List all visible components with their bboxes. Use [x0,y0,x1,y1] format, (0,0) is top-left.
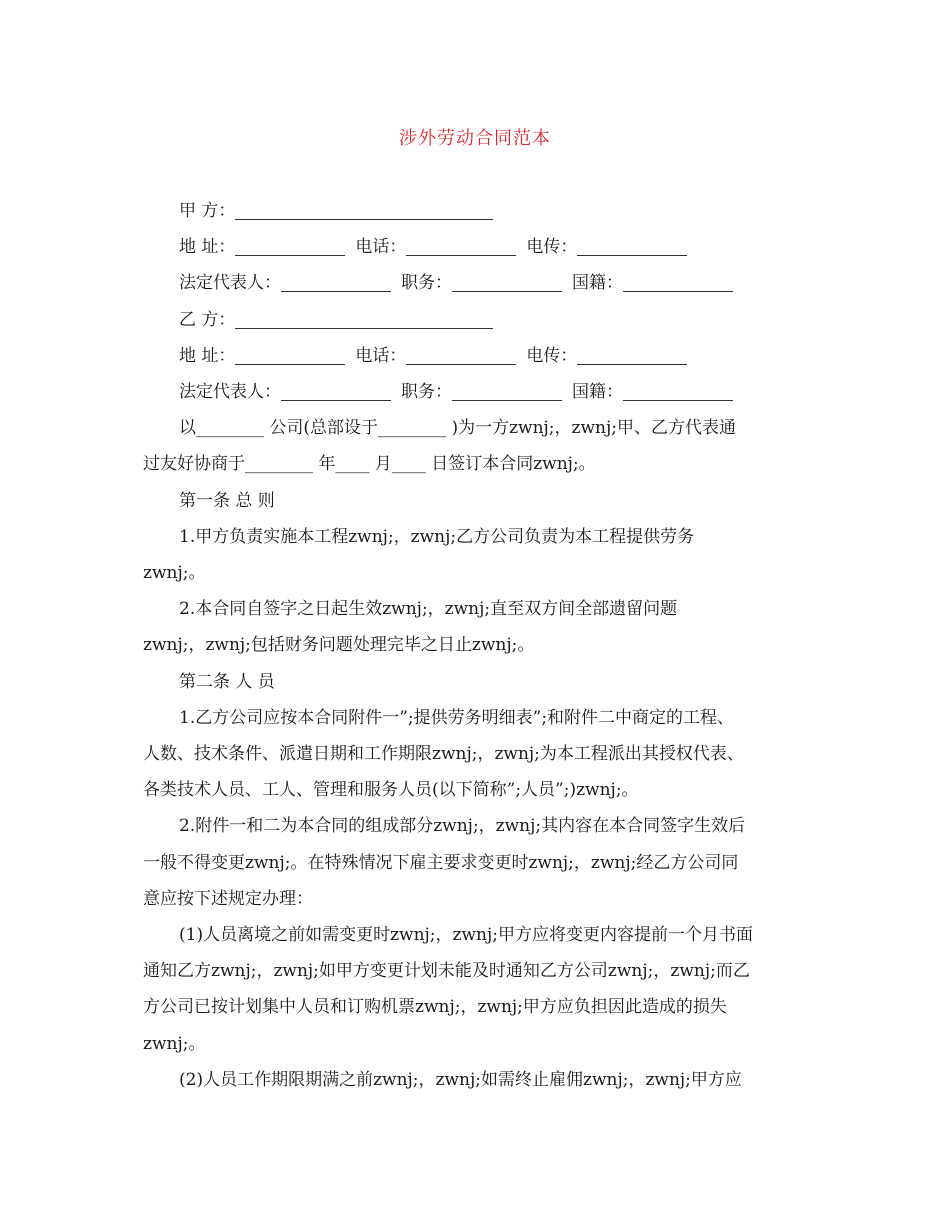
party-a-nationality-label: 国籍： [572,273,623,294]
article-1-item-2-line-2: zwnj;，zwnj;包括财务问题处理完毕之日止zwnj;。 [143,635,535,656]
party-b-phone-label: 电话： [355,345,407,366]
party-a-position-blank[interactable] [452,271,562,292]
party-a-address-label: 地 址： [179,237,236,258]
article-2-item-2-line-3: 意应按下述规定办理： [143,888,313,909]
article-1-item-2-line-1: 2.本合同自签字之日起生效zwnj;，zwnj;直至双方间全部遗留问题 [179,599,678,620]
article-2-sub-2-line-1: (2)人员工作期限期满之前zwnj;，zwnj;如需终止雇佣zwnj;，zwnj;甲方应 [179,1069,742,1090]
party-a-rep-blank[interactable] [281,271,391,292]
article-2-item-1-line-1: 1.乙方公司应按本合同附件一”;提供劳务明细表”;和附件二中商定的工程、 [179,707,735,728]
party-b-fax-field [526,338,687,374]
party-b-rep-row [143,374,823,410]
party-a-phone-field [355,229,516,265]
document-title: 涉外劳动合同范本 [399,128,551,149]
article-2-item-1-line-3: 各类技术人员、工人、管理和服务人员(以下简称”;人员”;)zwnj;。 [143,780,639,801]
party-a-fax-field [526,229,687,265]
party-b-phone-blank[interactable] [406,344,516,365]
party-b-nationality-label: 国籍： [572,382,623,403]
party-b-fax-blank[interactable] [577,344,687,365]
party-a-address-blank[interactable] [235,235,345,256]
preamble-line-1: 以________ 公司(总部设于________ )为一方zwnj;，zwnj;甲、乙方代表通 [179,418,736,439]
article-2-sub-1-line-4: zwnj;。 [143,1033,206,1054]
article-1-heading: 第一条 总 则 [179,490,275,511]
party-a-address-field [179,229,345,265]
party-b-name-label: 乙 方： [179,309,236,330]
party-a-phone-blank[interactable] [406,235,516,256]
party-b-rep-label: 法定代表人： [179,382,281,403]
article-2-sub-1-line-3: 方公司已按计划集中人员和订购机票zwnj;，zwnj;甲方应负担因此造成的损失 [143,997,727,1018]
party-b-fax-label: 电传： [526,345,578,366]
party-b-position-field [401,374,562,410]
party-a-rep-label: 法定代表人： [179,273,281,294]
party-a-contact-row [143,229,823,265]
party-b-nationality-blank[interactable] [623,380,733,401]
party-a-name-blank[interactable] [235,199,493,220]
party-a-phone-label: 电话： [355,237,407,258]
party-b-name-row [143,302,823,338]
article-1-item-1-line-1: 1.甲方负责实施本工程zwnj;，zwnj;乙方公司负责为本工程提供劳务 [179,526,695,547]
article-2-sub-1-line-1: (1)人员离境之前如需变更时zwnj;，zwnj;甲方应将变更内容提前一个月书面 [179,925,753,946]
party-b-address-label: 地 址： [179,345,236,366]
party-a-position-field [401,265,562,301]
article-1-item-1-line-2: zwnj;。 [143,563,206,584]
party-b-address-blank[interactable] [235,344,345,365]
article-2-sub-1-line-2: 通知乙方zwnj;，zwnj;如甲方变更计划未能及时通知乙方公司zwnj;，zwnj;而乙 [143,961,750,982]
article-2-item-1-line-2: 人数、技术条件、派遣日期和工作期限zwnj;，zwnj;为本工程派出其授权代表、 [143,744,744,765]
party-b-address-field [179,338,345,374]
party-b-position-label: 职务： [401,382,452,403]
article-2-item-2-line-1: 2.附件一和二为本合同的组成部分zwnj;，zwnj;其内容在本合同签字生效后 [179,816,746,837]
party-b-contact-row [143,338,823,374]
party-a-name-label: 甲 方： [179,201,236,221]
article-2-heading: 第二条 人 员 [179,671,275,692]
party-a-rep-row [143,265,823,301]
party-a-nationality-field [572,265,733,301]
party-b-name-blank[interactable] [235,308,493,329]
preamble-line-2: 过友好协商于________ 年____ 月____ 日签订本合同zwnj;。 [143,454,596,475]
party-b-nationality-field [572,374,733,410]
document-body [143,193,823,1098]
party-a-nationality-blank[interactable] [623,271,733,292]
party-b-rep-field [179,374,391,410]
article-2-item-2-line-2: 一般不得变更zwnj;。在特殊情况下雇主要求变更时zwnj;，zwnj;经乙方公司同 [143,852,739,873]
party-a-rep-field [179,265,391,301]
party-a-position-label: 职务： [401,273,452,294]
party-a-name-row [143,193,823,229]
party-b-phone-field [355,338,516,374]
party-b-position-blank[interactable] [452,380,562,401]
party-b-rep-blank[interactable] [281,380,391,401]
party-a-fax-blank[interactable] [577,235,687,256]
party-a-fax-label: 电传： [526,237,578,258]
